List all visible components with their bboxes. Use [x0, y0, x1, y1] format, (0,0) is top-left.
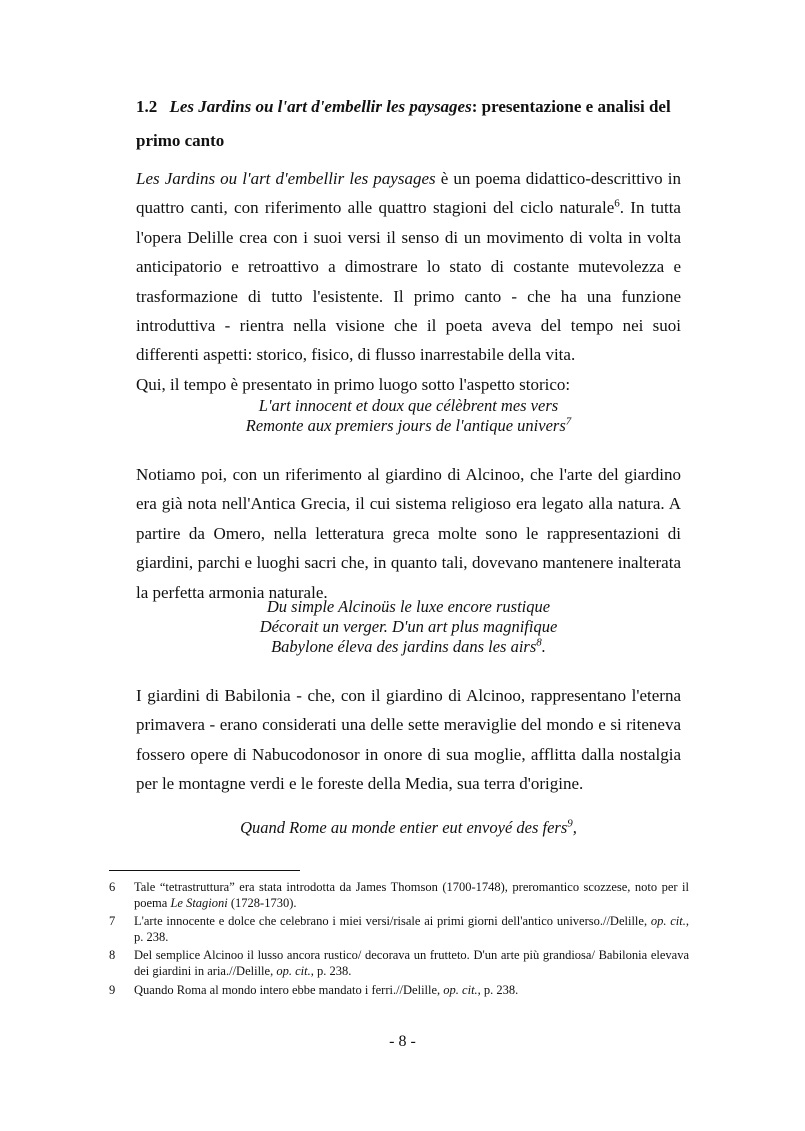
- footnote-text-end: (1728-1730).: [227, 895, 297, 910]
- paragraph-intro: [136, 164, 681, 399]
- footnote-italic: op. cit.: [650, 914, 686, 929]
- footnote-text: Tale “tetrastruttura” era stata introdotta da James Thomson (1700-1748), preromantico scozzese, noto per il poema: [134, 880, 689, 910]
- footnote-ref-9[interactable]: 9: [567, 817, 573, 830]
- verse-line-end: ,: [572, 818, 577, 837]
- verse-line: Décorait un verger. D'un art plus magnifique: [259, 617, 558, 636]
- verse-line-with-ref: [136, 818, 681, 838]
- footnote-ref-6[interactable]: 6: [614, 197, 620, 210]
- footnotes: [109, 880, 689, 1001]
- footnote-italic: op. cit.: [443, 982, 478, 997]
- verse-quote-1: [136, 396, 681, 436]
- verse-line-with-ref: [136, 416, 681, 436]
- verse-line-with-ref: [136, 637, 681, 657]
- section-title-italic: Les Jardins ou l'art d'embellir les paysages: [169, 97, 472, 116]
- paragraph-intro-text-b: . In tutta l'opera Delille crea con i suoi versi il senso di un movimento di volta in volta anticipatorio e retroattivo a dimostrare lo stato di costante mutevolezza e trasformazione di tutto l'esistente. Il primo canto - che ha una funzione introduttiva - rientra nella visione che il poeta aveva del tempo nei suoi differenti aspetti: storico, fisico, di flusso inarrestabile della vita.: [136, 198, 681, 365]
- paragraph-intro-text-a: è un poema didattico-descrittivo in quattro canti, con riferimento alle quattro stagioni del ciclo naturale: [136, 169, 681, 218]
- footnote-italic: op. cit.: [276, 963, 311, 978]
- verse-line-text: Remonte aux premiers jours de l'antique univers: [245, 416, 566, 435]
- footnote-text: L'arte innocente e dolce che celebrano i miei versi/risale ai primi giorni dell'antico universo.//Delille,: [134, 914, 651, 929]
- footnote: [109, 914, 689, 945]
- verse-line: L'art innocent et doux que célèbrent mes vers: [258, 396, 559, 415]
- footnote-number: 8: [109, 948, 116, 963]
- verse-line-end: .: [541, 637, 546, 656]
- footnote-number: 6: [109, 880, 116, 894]
- section-title-rest: : presentazione e analisi del primo canto: [136, 97, 671, 150]
- footnote-text-end: , p. 238.: [134, 914, 690, 944]
- page-number: - 8 -: [389, 1033, 416, 1050]
- footnote-ref-8[interactable]: 8: [536, 636, 542, 649]
- poem-title: Les Jardins ou l'art d'embellir les paysages: [136, 169, 436, 188]
- verse-quote-3: [136, 818, 681, 838]
- footnote-ref-7[interactable]: 7: [565, 415, 572, 428]
- footnote-number: 9: [109, 982, 116, 997]
- verse-quote-2: [136, 597, 681, 657]
- section-number: 1.2: [136, 97, 158, 116]
- footnote: [109, 948, 689, 979]
- footnote-italic: Le Stagioni: [170, 895, 228, 910]
- footnote-number: 7: [109, 914, 116, 929]
- section-heading: [136, 90, 681, 158]
- footnote-text: Quando Roma al mondo intero ebbe mandato i ferri.//Delille,: [134, 982, 444, 997]
- footnote-text: Del semplice Alcinoo il lusso ancora rustico/ decorava un frutteto. D'un arte più grandiosa/ Babilonia elevava dei giardini in aria.//Delille,: [134, 948, 689, 978]
- verse-line: Du simple Alcinoüs le luxe encore rustique: [266, 597, 551, 616]
- verse-line-text: Babylone éleva des jardins dans les airs: [271, 637, 537, 656]
- paragraph-babilonia: I giardini di Babilonia - che, con il giardino di Alcinoo, rappresentano l'eterna primavera - erano considerati una delle sette meraviglie del mondo e si riteneva fossero opere di Nabucodonosor in onore di sua moglie, afflitta dalla nostalgia per le montagne verdi e le foreste della Media, sua terra d'origine.: [136, 686, 681, 794]
- footnote-text-end: , p. 238.: [310, 963, 352, 978]
- footnote: [109, 983, 689, 999]
- footnote: [109, 880, 689, 911]
- footnote-text-end: , p. 238.: [477, 982, 519, 997]
- footnote-divider: [109, 870, 300, 871]
- verse-line-text: Quand Rome au monde entier eut envoyé des fers: [240, 818, 568, 837]
- paragraph-intro-text-c: Qui, il tempo è presentato in primo luogo sotto l'aspetto storico:: [136, 374, 571, 394]
- paragraph-alcinoo: Notiamo poi, con un riferimento al giardino di Alcinoo, che l'arte del giardino era già nota nell'Antica Grecia, il cui sistema religioso era legato alla natura. A partire da Omero, nella letteratura greca molte sono le rappresentazioni di giardini, parchi e luoghi sacri che, in quanto tali, dovevano mantenere inalterata la perfetta armonia naturale.: [136, 465, 681, 602]
